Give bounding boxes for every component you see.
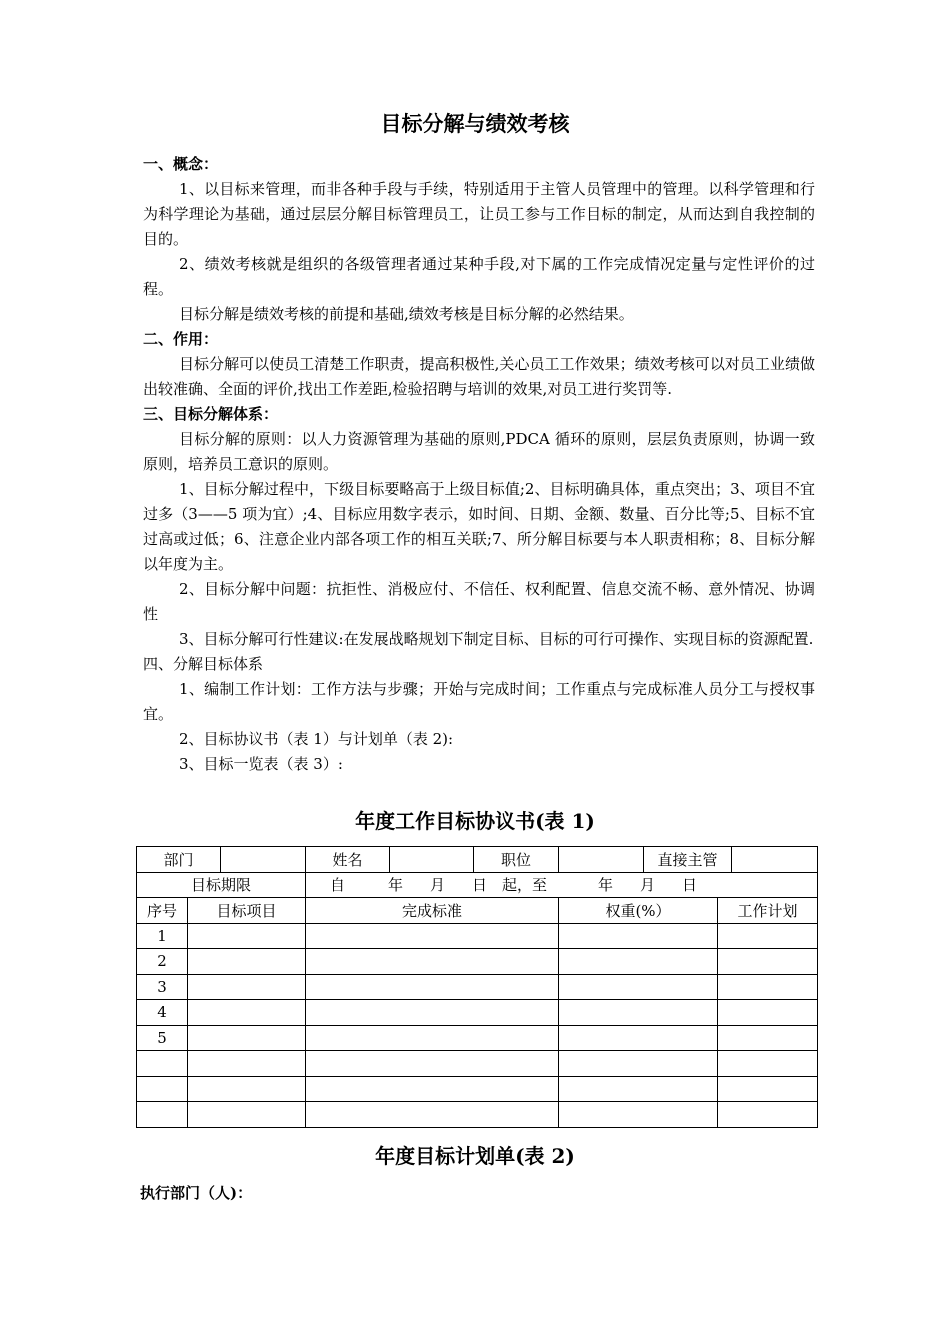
section-4-paragraph-3: 3、目标一览表（表 3）: bbox=[179, 755, 343, 773]
weight-cell[interactable] bbox=[559, 949, 718, 975]
goal-agreement-table bbox=[136, 846, 818, 1128]
table-1-title: 年度工作目标协议书(表 1) bbox=[355, 809, 595, 833]
table-row bbox=[137, 923, 818, 949]
work-plan-cell[interactable] bbox=[718, 1051, 818, 1077]
section-2-heading: 二、作用： bbox=[143, 330, 219, 348]
table-row bbox=[137, 1102, 818, 1128]
weight-cell[interactable] bbox=[559, 974, 718, 1000]
section-3-heading: 三、目标分解体系： bbox=[143, 405, 279, 423]
goal-item-cell[interactable] bbox=[188, 1076, 306, 1102]
period-month: 月 bbox=[430, 876, 446, 895]
work-plan-cell[interactable] bbox=[718, 949, 818, 975]
section-1-paragraph-3: 目标分解是绩效考核的前提和基础,绩效考核是目标分解的必然结果。 bbox=[179, 305, 634, 323]
document-body bbox=[143, 152, 815, 777]
section-4-paragraph-2: 2、目标协议书（表 1）与计划单（表 2): bbox=[179, 730, 454, 748]
position-label: 职位 bbox=[474, 847, 559, 873]
table-row bbox=[137, 1000, 818, 1026]
document-title: 目标分解与绩效考核 bbox=[380, 111, 570, 136]
weight-cell[interactable] bbox=[559, 1102, 718, 1128]
header-seq: 序号 bbox=[137, 898, 188, 924]
table-row bbox=[137, 974, 818, 1000]
work-plan-cell[interactable] bbox=[718, 1025, 818, 1051]
period-year: 年 bbox=[388, 876, 404, 895]
standard-cell[interactable] bbox=[306, 1051, 559, 1077]
section-1-paragraph-2: 2、绩效考核就是组织的各级管理者通过某种手段,对下属的工作完成情况定量与定性评价的过程。 bbox=[143, 255, 815, 298]
weight-cell[interactable] bbox=[559, 1025, 718, 1051]
executing-department-label: 执行部门（人)： bbox=[140, 1184, 253, 1202]
standard-cell[interactable] bbox=[306, 1000, 559, 1026]
work-plan-cell[interactable] bbox=[718, 974, 818, 1000]
period-label: 目标期限 bbox=[137, 872, 306, 898]
row-number: 2 bbox=[137, 949, 188, 975]
header-weight: 权重(%） bbox=[559, 898, 718, 924]
table-row bbox=[137, 872, 818, 898]
goal-item-cell[interactable] bbox=[188, 1051, 306, 1077]
section-3-paragraph-4: 3、目标分解可行性建议:在发展战略规划下制定目标、目标的可行可操作、实现目标的资源配置. bbox=[179, 630, 814, 648]
row-number: 5 bbox=[137, 1025, 188, 1051]
weight-cell[interactable] bbox=[559, 1051, 718, 1077]
section-1-heading: 一、概念： bbox=[143, 155, 219, 173]
table-row bbox=[137, 1051, 818, 1077]
row-number bbox=[137, 1051, 188, 1077]
goal-item-cell[interactable] bbox=[188, 949, 306, 975]
row-number: 3 bbox=[137, 974, 188, 1000]
row-number: 1 bbox=[137, 923, 188, 949]
section-3-paragraph-2: 1、目标分解过程中，下级目标要略高于上级目标值;2、目标明确具体，重点突出；3、项目不宜过多（3——5 项为宜）;4、目标应用数字表示，如时间、日期、金额、数量、百分比等;5、目标不宜过高或过低；6、注意企业内部各项工作的相互关联;7、所分解目标要与本人职责相称；8、目标分解以年度为主。 bbox=[143, 480, 815, 573]
supervisor-value-cell[interactable] bbox=[732, 847, 818, 873]
table-row bbox=[137, 847, 818, 873]
section-3-paragraph-3: 2、目标分解中问题：抗拒性、消极应付、不信任、权利配置、信息交流不畅、意外情况、协调性 bbox=[143, 580, 815, 623]
period-start-to: 起，至 bbox=[502, 876, 548, 895]
goal-item-cell[interactable] bbox=[188, 1025, 306, 1051]
period-month-2: 月 bbox=[640, 876, 656, 895]
table-header-row bbox=[137, 898, 818, 924]
name-value-cell[interactable] bbox=[390, 847, 474, 873]
row-number bbox=[137, 1076, 188, 1102]
work-plan-cell[interactable] bbox=[718, 1102, 818, 1128]
section-4-heading: 四、分解目标体系 bbox=[143, 655, 264, 673]
work-plan-cell[interactable] bbox=[718, 1076, 818, 1102]
period-year-2: 年 bbox=[598, 876, 614, 895]
weight-cell[interactable] bbox=[559, 1076, 718, 1102]
work-plan-cell[interactable] bbox=[718, 923, 818, 949]
section-3-paragraph-1: 目标分解的原则：以人力资源管理为基础的原则,PDCA 循环的原则，层层负责原则，协调一致原则，培养员工意识的原则。 bbox=[143, 430, 815, 473]
period-day-2: 日 bbox=[682, 876, 698, 895]
weight-cell[interactable] bbox=[559, 1000, 718, 1026]
period-from: 自 bbox=[330, 876, 346, 895]
section-2-paragraph-1: 目标分解可以使员工清楚工作职责，提高积极性,关心员工工作效果；绩效考核可以对员工业绩做出较准确、全面的评价,找出工作差距,检验招聘与培训的效果,对员工进行奖罚等. bbox=[143, 355, 815, 398]
table-row bbox=[137, 949, 818, 975]
dept-label: 部门 bbox=[137, 847, 221, 873]
supervisor-label: 直接主管 bbox=[644, 847, 732, 873]
goal-item-cell[interactable] bbox=[188, 1000, 306, 1026]
table-row bbox=[137, 1076, 818, 1102]
row-number bbox=[137, 1102, 188, 1128]
header-standard: 完成标准 bbox=[306, 898, 559, 924]
work-plan-cell[interactable] bbox=[718, 1000, 818, 1026]
row-number: 4 bbox=[137, 1000, 188, 1026]
header-goal-item: 目标项目 bbox=[188, 898, 306, 924]
period-day: 日 bbox=[472, 876, 488, 895]
position-value-cell[interactable] bbox=[559, 847, 644, 873]
standard-cell[interactable] bbox=[306, 1102, 559, 1128]
standard-cell[interactable] bbox=[306, 1076, 559, 1102]
table-row bbox=[137, 1025, 818, 1051]
goal-item-cell[interactable] bbox=[188, 1102, 306, 1128]
goal-item-cell[interactable] bbox=[188, 974, 306, 1000]
table-2-title: 年度目标计划单(表 2) bbox=[375, 1144, 575, 1168]
standard-cell[interactable] bbox=[306, 974, 559, 1000]
weight-cell[interactable] bbox=[559, 923, 718, 949]
section-1-paragraph-1: 1、以目标来管理，而非各种手段与手续，特别适用于主管人员管理中的管理。以科学管理和行为科学理论为基础，通过层层分解目标管理员工，让员工参与工作目标的制定，从而达到自我控制的目的。 bbox=[143, 180, 815, 248]
section-4-paragraph-1: 1、编制工作计划：工作方法与步骤；开始与完成时间；工作重点与完成标准人员分工与授权事宜。 bbox=[143, 680, 815, 723]
standard-cell[interactable] bbox=[306, 949, 559, 975]
standard-cell[interactable] bbox=[306, 923, 559, 949]
name-label: 姓名 bbox=[306, 847, 390, 873]
standard-cell[interactable] bbox=[306, 1025, 559, 1051]
header-work-plan: 工作计划 bbox=[718, 898, 818, 924]
period-value-cell[interactable] bbox=[306, 872, 818, 898]
goal-item-cell[interactable] bbox=[188, 923, 306, 949]
dept-value-cell[interactable] bbox=[221, 847, 306, 873]
